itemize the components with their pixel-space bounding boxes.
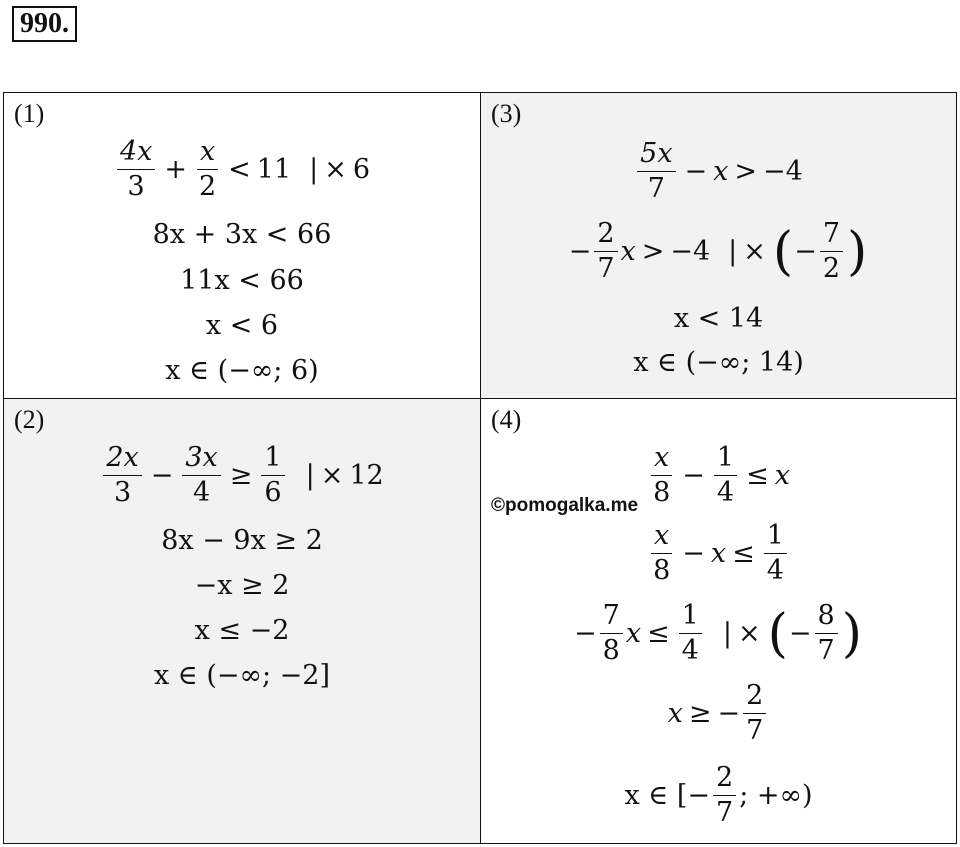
equation-line: x < 14 <box>673 303 764 334</box>
cell-label: (1) <box>14 99 45 128</box>
cell-label: (3) <box>491 99 522 128</box>
fraction: $\frac{x}{2}$ <box>196 135 219 204</box>
fraction: $\frac{8}{7}$ <box>815 599 838 668</box>
cell-4 <box>481 399 956 843</box>
fraction: $\frac{x}{8}$ <box>650 519 673 588</box>
equation-line: − $\frac{7}{8}$ x ≤ $\frac{1}{4}$ | × ( − $\frac{8}{7}$ ) <box>574 600 862 666</box>
solution-set: x ∈ (−∞; 6) <box>165 355 319 386</box>
equation-line: x ≤ −2 <box>194 615 290 646</box>
cell-1 <box>4 93 481 399</box>
fraction: $\frac{x}{8}$ <box>650 441 673 510</box>
fraction: $\frac{1}{4}$ <box>764 519 787 588</box>
cell-2 <box>4 399 481 843</box>
equation-line: $\frac{5x}{7}$ − x > −4 <box>481 137 956 206</box>
fraction: $\frac{2x}{3}$ <box>103 441 141 510</box>
equation-line: x < 6 <box>205 310 279 341</box>
cell-label: (2) <box>14 405 45 434</box>
fraction: $\frac{1}{4}$ <box>714 441 737 510</box>
fraction: $\frac{5x}{7}$ <box>637 137 675 206</box>
fraction: $\frac{1}{6}$ <box>261 441 284 510</box>
solution-set: x ∈ [− $\frac{2}{7}$ ; +∞) <box>624 762 813 828</box>
fraction: $\frac{2}{7}$ <box>743 679 766 748</box>
equation-line: −x ≥ 2 <box>194 570 290 601</box>
problem-number: 990. <box>12 6 77 42</box>
fraction: $\frac{2}{7}$ <box>594 217 617 286</box>
equation-line: 11x < 66 <box>180 265 304 296</box>
fraction: $\frac{7}{2}$ <box>820 217 843 286</box>
cell-3 <box>481 93 956 399</box>
equation-line: 8x + 3x < 66 <box>152 219 332 250</box>
equation-line: x ≥ − $\frac{2}{7}$ <box>481 679 956 748</box>
watermark: ©pomogalka.me <box>491 495 639 516</box>
fraction: $\frac{3x}{4}$ <box>182 441 220 510</box>
equation-line: $\frac{4x}{3}$ + $\frac{x}{2}$ < 11 | × 6 <box>4 135 480 204</box>
fraction: $\frac{1}{4}$ <box>679 599 702 668</box>
equation-line: $\frac{x}{8}$ − $\frac{1}{4}$ ≤ x <box>481 441 956 510</box>
fraction: $\frac{7}{8}$ <box>600 599 623 668</box>
solution-set: x ∈ (−∞; −2] <box>153 660 331 691</box>
equation-line: − $\frac{2}{7}$ x > −4 | × ( − $\frac{7}{2}$ ) <box>568 218 868 284</box>
fraction: $\frac{2}{7}$ <box>713 761 736 830</box>
solution-set: x ∈ (−∞; 14) <box>633 347 804 378</box>
solution-table <box>3 92 957 844</box>
equation-line: 8x − 9x ≥ 2 <box>161 525 323 556</box>
cell-label: (4) <box>491 405 522 434</box>
equation-line: $\frac{x}{8}$ − x ≤ $\frac{1}{4}$ <box>481 519 956 588</box>
equation-line: $\frac{2x}{3}$ − $\frac{3x}{4}$ ≥ $\frac{1}{6}$ | × 12 <box>4 441 480 510</box>
fraction: $\frac{4x}{3}$ <box>117 135 155 204</box>
